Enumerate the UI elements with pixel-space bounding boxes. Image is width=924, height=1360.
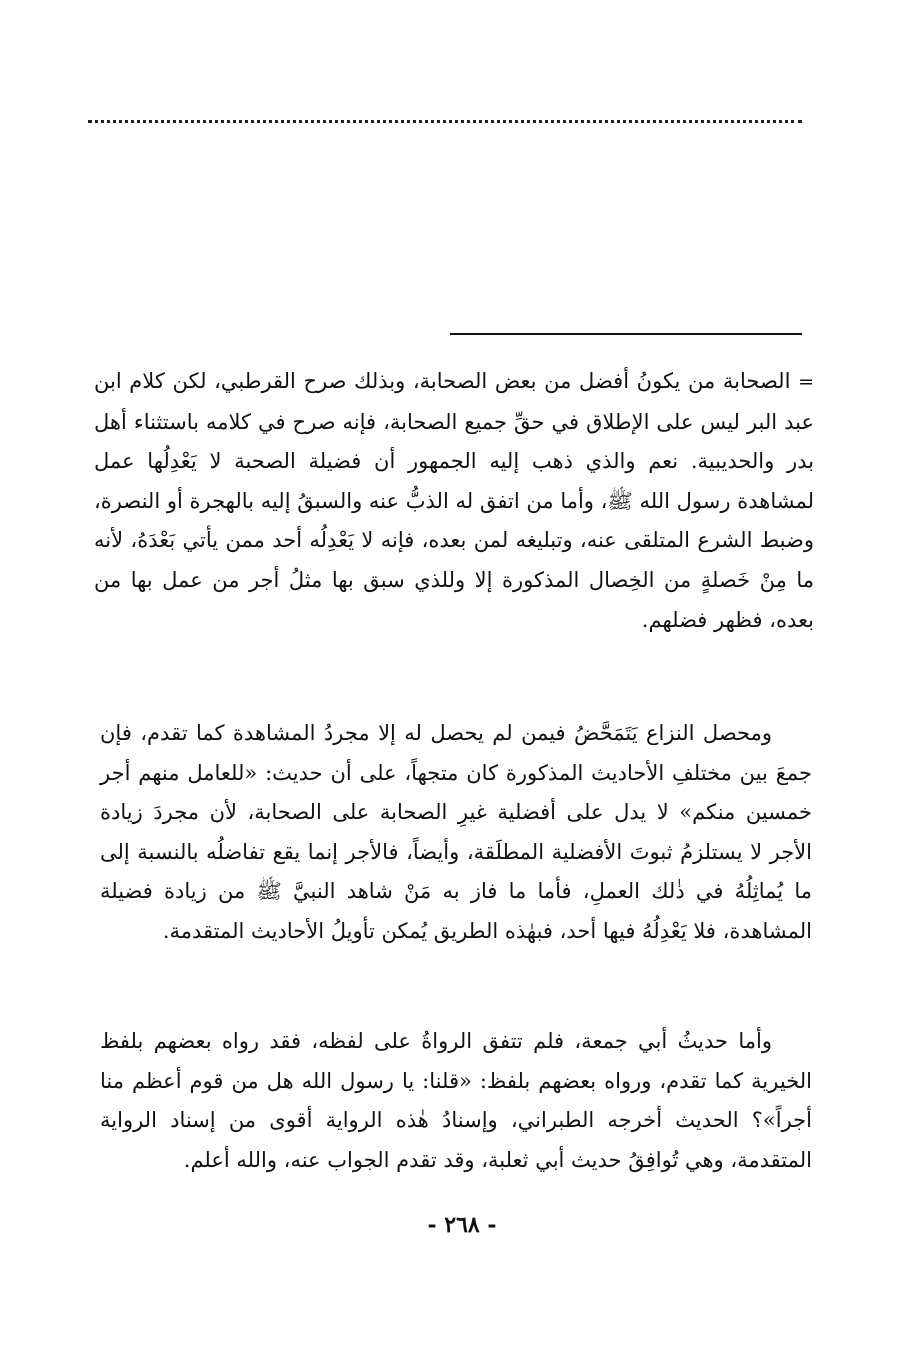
body-paragraph-2: وأما حديثُ أبي جمعة، فلم تتفق الرواةُ على لفظه، فقد رواه بعضهم بلفظ الخيرية كما تقدم، ورواه بعضهم بلفظ: «قلنا: يا رسول الله هل من قوم أعظم منا أجراً»؟ الحديث أخرجه الطبراني، وإسنادُ هٰذه الرواية أقوى من إسناد الرواية المتقدمة، وهي تُوافِقُ حديث أبي ثعلبة، وقد تقدم الجواب عنه، والله أعلم. — [100, 1029, 812, 1172]
dotted-separator — [88, 120, 802, 123]
footnote-separator-line — [450, 333, 802, 335]
body-paragraph-1: ومحصل النزاع يَتَمَحَّضُ فيمن لم يحصل له إلا مجردُ المشاهدة كما تقدم، فإن جمعَ بين مختلفِ الأحاديث المذكورة كان متجهاً، على أن حديث: «للعامل منهم أجر خمسين منكم» لا يدل على أفضلية غيرِ الصحابة على الصحابة، لأن مجردَ زيادة الأجر لا يستلزمُ ثبوتَ الأفضلية المطلَقة، وأيضاً، فالأجر إنما يقع تفاضلُه بالنسبة إلى ما يُماثِلُهُ في ذٰلك العملِ، فأما ما فاز به مَنْ شاهد النبيَّ ﷺ من زيادة فضيلة المشاهدة، فلا يَعْدِلُهُ فيها أحد، فبهٰذه الطريق يُمكن تأويلُ الأحاديث المتقدمة. — [100, 721, 812, 943]
footnote-text: الصحابة من يكونُ أفضل من بعض الصحابة، وبذلك صرح القرطبي، لكن كلام ابن عبد البر ليس على الإطلاق في حقِّ جميع الصحابة، فإنه صرح في كلامه باستثناء أهل بدر والحديبية. نعم والذي ذهب إليه الجمهور أن فضيلة الصحبة لا يَعْدِلُها عمل لمشاهدة رسول الله ﷺ، وأما من اتفق له الذبُّ عنه والسبقُ إليه بالهجرة أو النصرة، وضبط الشرع المتلقى عنه، وتبليغه لمن بعده، فإنه لا يَعْدِلُه أحد ممن يأتي بَعْدَهُ، لأنه ما مِنْ خَصلةٍ من الخِصال المذكورة إلا وللذي سبق بها مثلُ أجر من عمل بها من بعده، فظهر فضلهم. — [94, 369, 814, 632]
page-number: - ٢٦٨ - — [427, 1212, 497, 1238]
continuation-marker: = — [798, 371, 814, 393]
footnote-text-block — [94, 362, 814, 640]
